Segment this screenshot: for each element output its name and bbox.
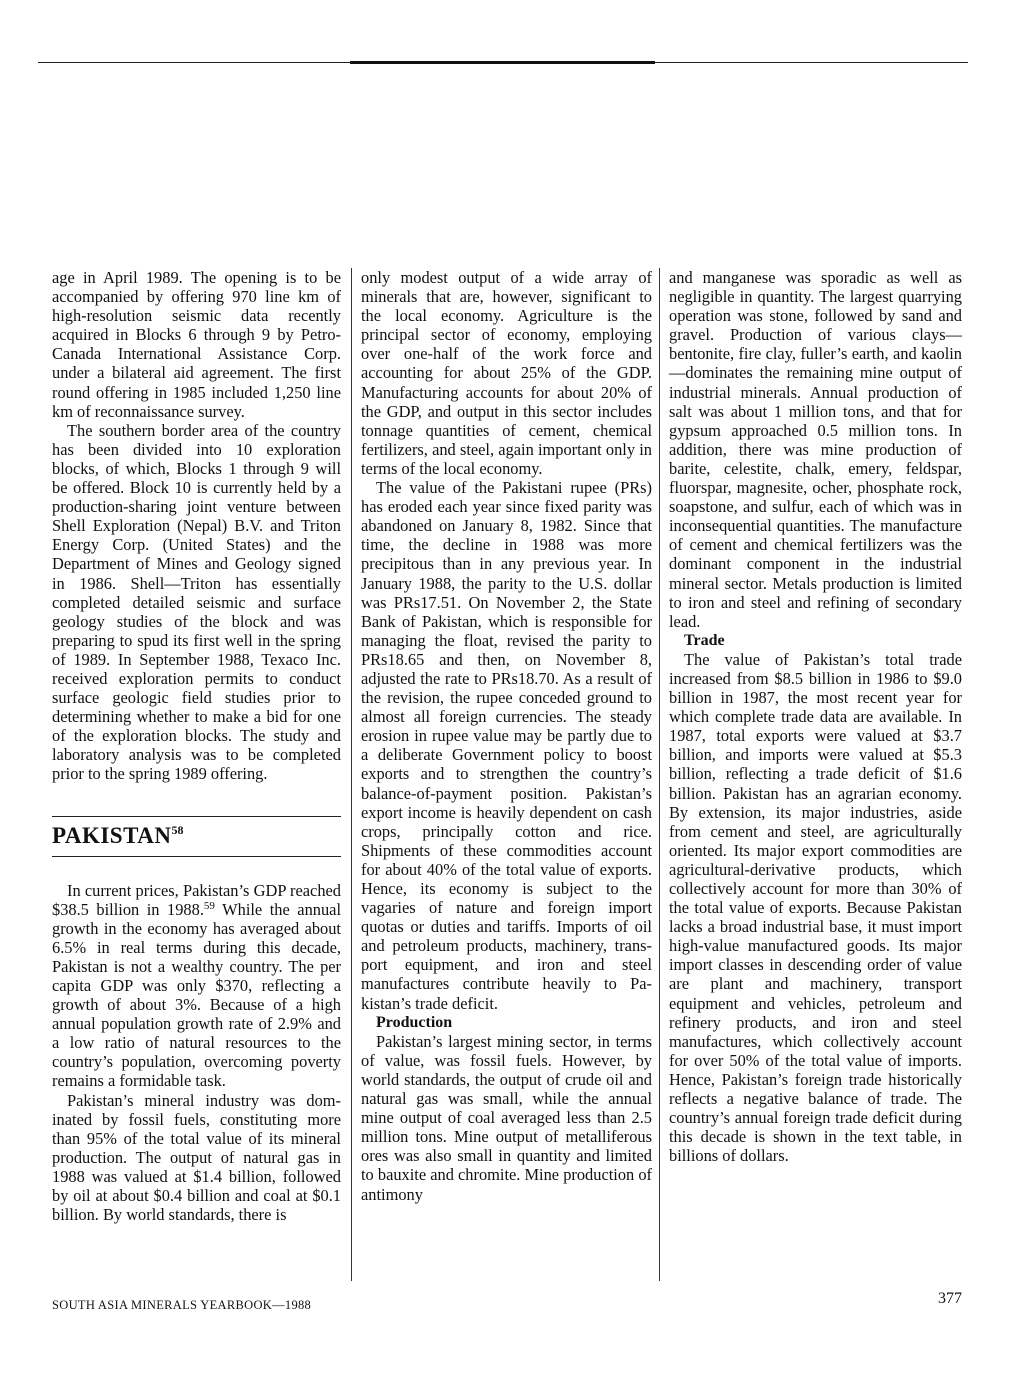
footnote-ref: 59 xyxy=(203,899,215,912)
text-column-2 xyxy=(361,268,652,1204)
header-rule-accent xyxy=(350,61,655,64)
section-heading xyxy=(52,816,341,857)
text-column-3 xyxy=(669,268,962,1165)
section-footnote-ref: 58 xyxy=(171,822,184,837)
paragraph xyxy=(52,881,341,1091)
paragraph: The value of the Pakistani rupee (PRs) has eroded each year since fixed parity was abandoned on January 8, 1982. Since that time, the decline in 1988 was more precipitous than in any previous year. In January 1988, the parity to the U.S. dollar was PRs17.51. On November 2, the State Bank of Pakistan, which is responsible for managing the float, revised the parity to PRs18.65 and then, on November 8, adjusted the rate to PRs18.70. As a result of the revision, the rupee conceded ground to almost all foreign currencies. The steady erosion in rupee value may be partly due to a deliberate Government policy to boost exports and to strengthen the country’s balance-of-payment position. Pakistan’s export income is heavily dependent on cash crops, principally cotton and rice. Shipments of these commodities account for about 40% of the total value of exports. Hence, its economy is subject to the vagaries of nature and foreign import quotas or duties and tariffs. Imports of oil and petroleum products, machinery, transport equipment, and iron and steel manufactures contribute heavily to Pakistan’s trade deficit. xyxy=(361,478,652,1013)
paragraph: age in April 1989. The opening is to be accompanied by offering 970 line km of high-resolution seismic data recently acquired in Blocks 6 through 9 by Petro-Canada International Assistance Corp. under a bilateral aid agreement. The first round offering in 1985 included 1,250 line km of reconnaissance survey. xyxy=(52,268,341,421)
running-footer-title: SOUTH ASIA MINERALS YEARBOOK—1988 xyxy=(52,1298,312,1312)
column-divider-right xyxy=(659,268,660,1281)
subsection-heading: Trade xyxy=(684,631,725,649)
page-number: 377 xyxy=(938,1290,962,1307)
paragraph-text: While the annual growth in the economy has averaged about 6.5% in real terms during this decade, Pakistan is not a wealthy country. The per capita GDP was only $370, reflecting a growth of about 3%. Because of a high annual population growth rate of 2.9% and a low ratio of natural resources to the country’s population, overcoming poverty remains a formidable task. xyxy=(52,899,341,1091)
paragraph: Pakistan’s largest mining sector, in terms of value, was fossil fuels. However, by world standards, the output of crude oil and natural gas was small, while the annual mine output of coal averaged less than 2.5 million tons. Mine output of metalliferous ores was also small in quantity and limited to bauxite and chromite. Mine production of antimony xyxy=(361,1031,652,1204)
paragraph: The value of Pakistan’s total trade increased from $8.5 billion in 1986 to $9.0 billion in 1987, the most recent year for which complete trade data are available. In 1987, total exports were valued at $3.7 billion, and imports were valued at $5.3 billion, reflecting a trade deficit of $1.6 billion. Pakistan has an agrarian economy. By extension, its major industries, aside from cement and steel, are agriculturally oriented. Its major export commodities are agricultural-derivative products, which collectively account for more than 30% of the total value of exports. Because Pakistan lacks a broad industrial base, it must import high-value manufactured goods. Its major import classes in descending order of value are plant and machinery, transport equipment and vehicles, petroleum and refinery products, and iron and steel manufactures, which collectively account for over 50% of the total value of imports. Hence, Pakistan’s foreign trade historically reflects a negative balance of trade. The country’s annual foreign trade deficit during this decade is shown in the text table, in billions of dollars. xyxy=(669,649,962,1166)
text-column-1 xyxy=(52,268,341,1224)
section-title: PAKISTAN xyxy=(52,822,172,848)
column-divider-left xyxy=(351,268,352,1281)
paragraph-text: In current prices, Pakistan’s GDP reached $38.5 billion in 1988. xyxy=(52,880,341,919)
paragraph: The southern border area of the country has been divided into 10 exploration blocks, of which, Blocks 1 through 9 will be offered. Block 10 is currently held by a production-sharing joint venture between Shell Exploration (Nepal) B.V. and Triton Energy Corp. (United States) and the Department of Mines and Geology signed in 1986. Shell—Triton has essentially completed detailed seismic and surface geology studies of the block and was preparing to spud its first well in the spring of 1989. In September 1988, Texaco Inc. received exploration permits to conduct surface geologic field studies prior to determining whether to make a bid for one of the exploration blocks. The study and laboratory analysis was to be completed prior to the spring 1989 offering. xyxy=(52,420,341,784)
subsection-heading: Production xyxy=(376,1013,453,1031)
paragraph: and manganese was sporadic as well as negligible in quantity. The largest quarrying operation was stone, followed by sand and gravel. Production of various clays—bentonite, fire clay, fuller’s earth, and kaolin—dominates the remaining mine output of industrial minerals. Annual production of salt was about 1 million tons, and that for gypsum approached 0.5 million tons. In addition, there was mine production of barite, celestite, chalk, emery, feldspar, fluorspar, magnesite, ocher, phosphate rock, soapstone, and sulfur, each of which was in inconsequential quantities. The manufacture of cement and chemical fertilizers was the dominant component in the industrial mineral sector. Metals production is limited to iron and steel and refining of secondary lead. xyxy=(669,268,962,631)
paragraph: only modest output of a wide array of minerals that are, however, significant to the local economy. Agriculture is the principal sector of economy, employing over one-half of the work force and accounting for about 25% of the GDP. Manufacturing accounts for about 20% of the GDP, and output in this sector includes tonnage quantities of cement, chemical fertilizers, and steel, again important only in terms of the local economy. xyxy=(361,268,652,478)
paragraph: Pakistan’s mineral industry was dominated by fossil fuels, constituting more than 95% of the total value of its mineral production. The output of natural gas in 1988 was valued at $1.4 billion, followed by oil at about $0.4 billion and coal at $0.1 billion. By world standards, there is xyxy=(52,1090,341,1225)
